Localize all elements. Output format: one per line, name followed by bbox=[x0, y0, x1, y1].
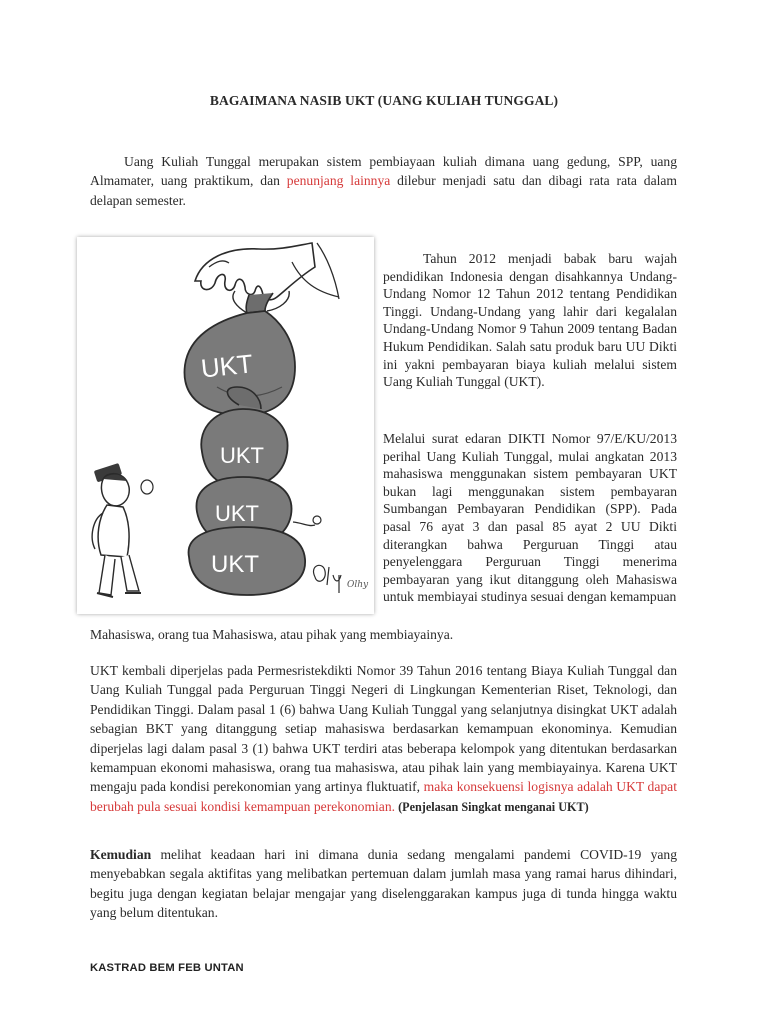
intro-text-before: Uang Kuliah Tunggal merupakan sistem pembiayaan kuliah dimana uang gedung, SPP, uang Almamater, uang praktikum, dan bbox=[90, 154, 677, 189]
ukt-cartoon-drawing bbox=[77, 237, 374, 614]
paragraph-4-text: melihat keadaan hari ini dimana dunia sedang mengalami pandemi COVID-19 yang menyebabkan segala aktifitas yang melibatkan pertemuan dalam jumlah masa yang ramai harus dihindari, begitu juga dengan kegiatan belajar mengajar yang diselenggarakan kampus juga di tunda hingga waktu yang belum ditentukan. bbox=[90, 847, 677, 921]
intro-highlight: penunjang lainnya bbox=[286, 173, 391, 189]
student-figure bbox=[92, 463, 153, 597]
wrap-line: Mahasiswa, orang tua Mahasiswa, atau pihak yang membiayainya. bbox=[90, 627, 454, 642]
paragraph-4-lead: Kemudian bbox=[90, 847, 152, 862]
bag-label-4: UKT bbox=[211, 551, 259, 578]
intro-text-after: dilebur menjadi satu dan dibagi rata rata dalam delapan semester. bbox=[90, 173, 677, 208]
bag-label-2: UKT bbox=[220, 443, 264, 468]
bag-label-3: UKT bbox=[215, 501, 259, 526]
paragraph-3-highlight: maka konsekuensi logisnya adalah UKT dapat berubah pula sesuai kondisi kemampuan perekonomian. bbox=[90, 779, 677, 814]
paragraph-3-note: (Penjelasan Singkat menganai UKT) bbox=[395, 799, 589, 814]
column-paragraph-1: Tahun 2012 menjadi babak baru wajah pendidikan Indonesia dengan disahkannya Undang-Undang Nomor 12 Tahun 2012 tentang Pendidikan Tinggi. Undang-Undang yang lahir dari kegalalan Undang-Undang Nomor 9 Tahun 2009 tentang Badan Hukum Pendidikan. Salah satu produk baru UU Dikti ini yakni pembayaran biaya kuliah melalui sistem Uang Kuliah Tunggal (UKT). bbox=[383, 251, 677, 390]
paragraph-4 bbox=[90, 845, 677, 923]
paragraph-3-text: UKT kembali diperjelas pada Permesristekdikti Nomor 39 Tahun 2016 tentang Biaya Kuliah Tunggal dan Uang Kuliah Tunggal pada Perguruan Tinggi Negeri di Lingkungan Kementerian Riset, Teknologi, dan Pendidikan Tinggi. Dalam pasal 1 (6) bahwa Uang Kuliah Tunggal yang selanjutnya disingkat UKT adalah sebagian BKT yang ditanggung setiap mahasiswa berdasarkan kemampuan ekonominya. Kemudian diperjelas lagi dalam pasal 3 (1) bahwa UKT terdiri atas beberapa kelompok yang ditentukan berdasarkan kemampuan ekonomi mahasiswa, orang tua mahasiswa, atau pihak lain yang membiayainya. Karena UKT mengaju pada kondisi perekonomian yang artinya fluktuatif, bbox=[90, 663, 677, 795]
column-paragraph-2: Melalui surat edaran DIKTI Nomor 97/E/KU/2013 perihal Uang Kuliah Tunggal, mulai angkatan 2013 mahasiswa menggunakan sistem pembayaran UKT bukan lagi menggunakan sistem pembayaran Sumbangan Pembayaran Pendidikan (SPP). Pada pasal 76 ayat 3 dan pasal 85 ayat 2 UU Dikti diterangkan bahwa Perguruan Tinggi atau penyelenggara Perguruan Tinggi menerima pembayaran yang ikut ditanggung oleh Mahasiswa untuk membiayai studinya sesuai dengan kemampuan bbox=[383, 431, 677, 605]
ukt-illustration bbox=[77, 237, 374, 614]
intro-paragraph bbox=[90, 152, 677, 210]
signature: Olhy bbox=[347, 580, 369, 590]
bag-label-top: UKT bbox=[199, 348, 255, 384]
document-title: BAGAIMANA NASIB UKT (UANG KULIAH TUNGGAL) bbox=[209, 93, 559, 108]
paragraph-3 bbox=[90, 661, 677, 817]
footer-label: KASTRAD BEM FEB UNTAN bbox=[90, 962, 244, 974]
